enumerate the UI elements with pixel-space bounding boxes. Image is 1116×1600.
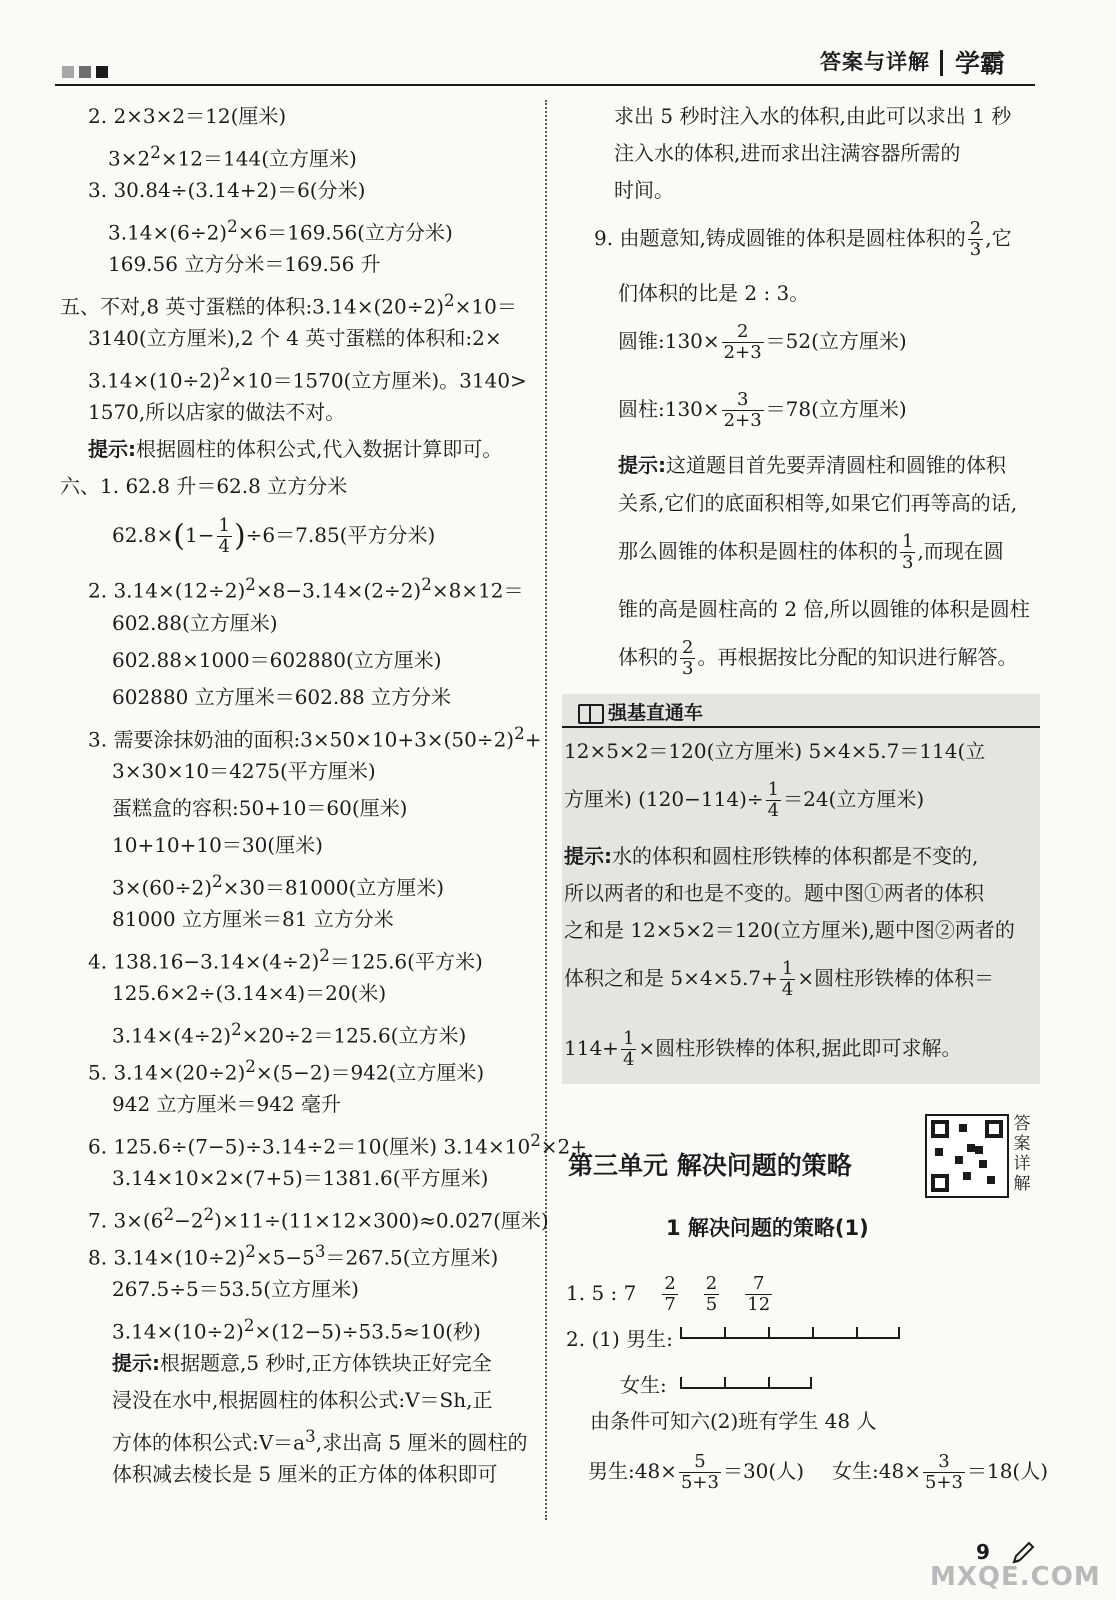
- tip-8-continued-1: 求出 5 秒时注入水的体积,由此可以求出 1 秒: [614, 104, 1012, 128]
- answer-6-2-ml: 602.88×1000＝602880(立方厘米): [112, 648, 442, 672]
- answer-6-8-tip-1: 提示:根据题意,5 秒时,正方体铁块正好完全: [112, 1351, 492, 1375]
- fraction: $\frac{5}{5+3}$: [680, 1451, 719, 1493]
- challenge-tip-5: 114+ $\frac{1}{4}$ ×圆柱形铁棒的体积,据此即可求解。: [564, 1028, 962, 1070]
- segment-tick: [856, 1327, 858, 1339]
- fraction: $\frac{1}{4}$: [218, 515, 230, 557]
- fraction: $\frac{1}{4}$: [767, 779, 780, 821]
- fraction: $\frac{2}{3}$: [969, 218, 982, 260]
- answer-5-tip: 提示:根据圆柱的体积公式,代入数据计算即可。: [88, 437, 503, 461]
- answer-5-line2: 3140(立方厘米),2 个 4 英寸蛋糕的体积和:2×: [88, 326, 502, 350]
- answer-9-cylinder: 圆柱:130× $\frac{3}{2+3}$ ＝78(立方厘米): [618, 389, 907, 431]
- qr-dot: [987, 1176, 995, 1184]
- segment-tick: [898, 1327, 900, 1339]
- segment-tick: [810, 1377, 812, 1389]
- answer-6-4: 4. $138.16-3.14\times(4\div 2)^2=125.6$(平方米): [88, 946, 483, 974]
- answer-4-3-liters: 169.56 立方分米＝169.56 升: [108, 252, 381, 276]
- header-brand: 学霸: [955, 49, 1006, 78]
- answer-5-line1: 五、不对,8 英寸蛋糕的体积$:3.14\times(20\div 2)^2\times 10=$: [60, 291, 517, 319]
- header-title: 答案与详解: [820, 50, 930, 74]
- answer-9-tip-3: 那么圆锥的体积是圆柱的体积的 $\frac{1}{3}$ ,而现在圆: [618, 531, 1004, 573]
- qr-corner: [931, 1174, 949, 1192]
- segment-tick: [680, 1377, 682, 1389]
- challenge-tip-1: 提示:水的体积和圆柱形铁棒的体积都是不变的,: [564, 844, 979, 868]
- answer-6-3-volume: $3\times(60\div 2)^2\times 30=81000$(立方厘米): [112, 872, 445, 900]
- tip-label: 提示:: [564, 844, 612, 868]
- qr-dot: [959, 1124, 967, 1132]
- answer-4-3-volume: $3.14\times(6\div 2)^2\times 6=169.56$(立方分米): [108, 217, 453, 245]
- segment-tick: [724, 1327, 726, 1339]
- answer-6-6: 6. 125.6÷(7−5)÷3.14÷2＝10(厘米) $3.14\times 10^2\times 2+$: [88, 1131, 588, 1159]
- tip-8-continued-3: 时间。: [614, 178, 674, 202]
- segment-tick: [812, 1327, 814, 1339]
- segment-tick: [768, 1377, 770, 1389]
- answer-9-tip-1: 提示:这道题目首先要弄清圆柱和圆锥的体积: [618, 453, 1006, 477]
- answer-6-4-height: 125.6×2÷(3.14×4)＝20(米): [112, 981, 387, 1005]
- answer-6-1-calc: 62.8×(1− $\frac{1}{4}$ )÷6＝7.85(平方分米): [112, 515, 436, 557]
- square-mid: [79, 66, 91, 78]
- page-number: 9: [976, 1540, 990, 1564]
- answer-4-2: 2. 2×3×2＝12(厘米): [88, 104, 287, 128]
- book-icon: [578, 704, 604, 724]
- qr-dot: [935, 1148, 943, 1156]
- section-title: 1 解决问题的策略(1): [666, 1216, 869, 1240]
- header-separator: [940, 50, 943, 76]
- answer-6-8-rate: 267.5÷5＝53.5(立方厘米): [112, 1277, 359, 1301]
- answer-6-2-conversion: 602880 立方厘米＝602.88 立方分米: [112, 685, 452, 709]
- answer-9-cone: 圆锥:130× $\frac{2}{2+3}$ ＝52(立方厘米): [618, 321, 907, 363]
- answer-9-tip-2: 关系,它们的底面积相等,如果它们再等高的话,: [618, 491, 1018, 515]
- tip-label: 提示:: [112, 1351, 160, 1375]
- fraction: $\frac{1}{4}$: [622, 1028, 635, 1070]
- girls-segment-line: [680, 1375, 812, 1389]
- answer-6-5-ml: 942 立方厘米＝942 毫升: [112, 1092, 342, 1116]
- segment-tick: [680, 1327, 682, 1339]
- square-dark: [96, 66, 108, 78]
- qr-dot: [967, 1144, 975, 1152]
- answer-6-3-height: 10+10+10＝30(厘米): [112, 833, 323, 857]
- fraction: $\frac{7}{12}$: [747, 1273, 771, 1315]
- column-divider: [545, 100, 547, 1520]
- qr-corner: [931, 1120, 949, 1138]
- qr-code-icon[interactable]: [925, 1114, 1009, 1198]
- header-squares: [62, 66, 108, 78]
- fraction: $\frac{2}{3}$: [682, 637, 694, 679]
- qr-label: 答案详解: [1013, 1114, 1031, 1194]
- fraction: $\frac{2}{7}$: [664, 1273, 676, 1315]
- answer-6-8-tip-4: 体积减去棱长是 5 厘米的正方体的体积即可: [112, 1462, 498, 1486]
- qr-dot: [979, 1160, 987, 1168]
- answer-5-line4: 1570,所以店家的做法不对。: [88, 400, 346, 424]
- answer-9: 9. 由题意知,铸成圆锥的体积是圆柱体积的 $\frac{2}{3}$ ,它: [594, 218, 1012, 260]
- answer-6-3-conversion: 81000 立方厘米＝81 立方分米: [112, 907, 394, 931]
- answer-4-2-volume: $3\times 2^2\times 12=144$(立方厘米): [108, 143, 357, 171]
- answer-6-8-tip-3: 方体的体积公式$:V=a^3$,求出高 5 厘米的圆柱的: [112, 1427, 528, 1455]
- square-light: [62, 66, 74, 78]
- answer-4-3: 3. 30.84÷(3.14+2)＝6(分米): [88, 178, 366, 202]
- tip-label: 提示:: [618, 453, 666, 477]
- answer-6-3-area: 3×30×10＝4275(平方厘米): [112, 759, 376, 783]
- answer-6-3: 3. 需要涂抹奶油的面积$:3\times 50\times 10+3\times(50\div 2)^2+$: [88, 724, 542, 752]
- qr-dot: [955, 1156, 963, 1164]
- answer-9-tip-5: 体积的 $\frac{2}{3}$ 。再根据按比分配的知识进行解答。: [618, 637, 1018, 679]
- answer-9-tip-4: 锥的高是圆柱高的 2 倍,所以圆锥的体积是圆柱: [618, 597, 1030, 621]
- answer-6-8-time: $3.14\times(10\div 2)^2\times(12-5)\div 53.5\approx 10$(秒): [112, 1316, 481, 1344]
- fraction: $\frac{2}{2+3}$: [723, 321, 762, 363]
- q2-boys-label: 2. (1) 男生:: [566, 1327, 673, 1351]
- qr-corner: [985, 1120, 1003, 1138]
- segment-tick: [724, 1377, 726, 1389]
- challenge-box-rule: [562, 726, 1040, 728]
- watermark: MXQE.COM: [930, 1562, 1101, 1592]
- fraction: $\frac{2}{5}$: [705, 1273, 718, 1315]
- answer-6-5: 5. $3.14\times(20\div 2)^2\times(5-2)=942$(立方厘米): [88, 1057, 485, 1085]
- challenge-box-title: 强基直通车: [578, 698, 703, 725]
- answer-5-line3: $3.14\times(10\div 2)^2\times 10=1570$(立方厘米)。3140>: [88, 365, 527, 393]
- answer-6-4-volume: $3.14\times(4\div 2)^2\times 20\div 2=125.6$(立方米): [112, 1020, 467, 1048]
- challenge-tip-2: 所以两者的和也是不变的。题中图①两者的体积: [564, 881, 984, 905]
- tip-8-continued-2: 注入水的体积,进而求出注满容器所需的: [614, 141, 961, 165]
- challenge-answer-2: 方厘米) (120−114)÷ $\frac{1}{4}$ ＝24(立方厘米): [564, 779, 925, 821]
- tip-label: 提示:: [88, 437, 136, 461]
- answer-6-6-area: 3.14×10×2×(7+5)＝1381.6(平方厘米): [112, 1166, 489, 1190]
- answer-6-8-tip-2: 浸没在水中,根据圆柱的体积公式:V＝Sh,正: [112, 1388, 493, 1412]
- answer-9-ratio: 们体积的比是 2 : 3。: [618, 281, 810, 305]
- q2-total: 由条件可知六(2)班有学生 48 人: [590, 1409, 877, 1433]
- answer-6-8: 8. $3.14\times(10\div 2)^2\times 5-5^3=267.5$(立方厘米): [88, 1242, 499, 1270]
- challenge-answer-1: 12×5×2＝120(立方厘米) 5×4×5.7＝114(立: [564, 739, 986, 763]
- fraction: $\frac{3}{2+3}$: [723, 389, 762, 431]
- segment-tick: [768, 1327, 770, 1339]
- unit-title: 第三单元 解决问题的策略: [568, 1151, 852, 1180]
- answer-6-7: 7. $3\times(6^2-2^2)\times 11\div(11\times 12\times 300)\approx 0.027$(厘米): [88, 1205, 549, 1233]
- q2-girls-label: 女生:: [620, 1373, 667, 1397]
- challenge-tip-4: 体积之和是 5×4×5.7+ $\frac{1}{4}$ ×圆柱形铁棒的体积＝: [564, 958, 995, 1000]
- answer-6-3-box: 蛋糕盒的容积:50+10＝60(厘米): [112, 796, 408, 820]
- answer-6-1: 六、1. 62.8 升＝62.8 立方分米: [60, 474, 348, 498]
- fraction: $\frac{1}{4}$: [781, 958, 794, 1000]
- challenge-tip-3: 之和是 12×5×2＝120(立方厘米),题中图②两者的: [564, 918, 1015, 942]
- fraction: $\frac{1}{3}$: [902, 531, 914, 573]
- answer-6-2: 2. $3.14\times(12\div 2)^2\times 8-3.14\times(2\div 2)^2\times 8\times 12=$: [88, 575, 524, 603]
- fraction: $\frac{3}{5+3}$: [924, 1451, 963, 1493]
- qr-dot: [963, 1172, 971, 1180]
- header-rule: [55, 84, 1035, 86]
- q1-answer: 1. 5 : 7 $\frac{2}{7}$ $\frac{2}{5}$ $\frac{7}{12}$: [566, 1273, 771, 1315]
- boys-segment-line: [680, 1325, 900, 1339]
- qr-dot: [975, 1146, 983, 1154]
- q2-result: 男生:48× $\frac{5}{5+3}$ ＝30(人) 女生:48× $\frac{3}{5+3}$ ＝18(人): [588, 1451, 1049, 1493]
- answer-6-2-result: 602.88(立方厘米): [112, 611, 278, 635]
